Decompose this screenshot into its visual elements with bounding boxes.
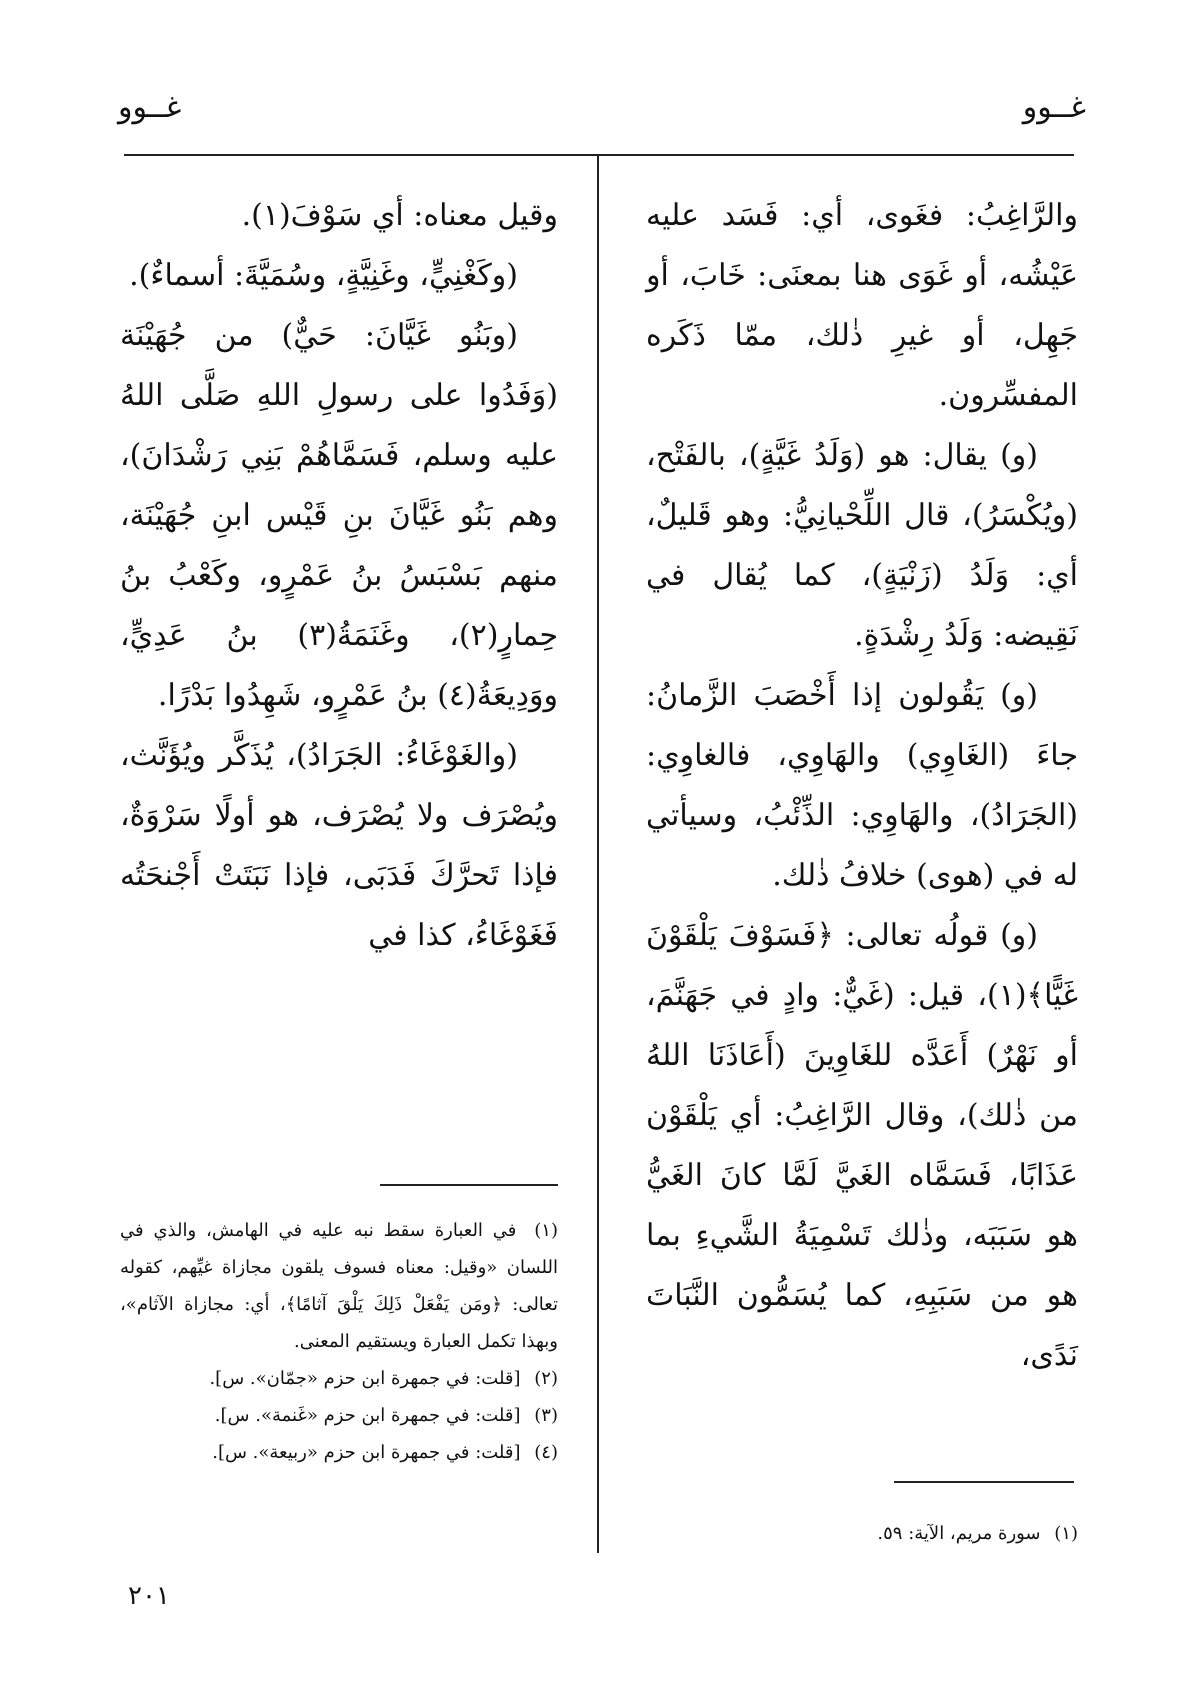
footnote-text: [قلت: في جمهرة ابن حزم «غَنمة». س]. [214, 1405, 521, 1426]
running-header-right: غــوو [1022, 90, 1086, 125]
footnote-number: (١) [534, 1220, 558, 1241]
footnote-text: [قلت: في جمهرة ابن حزم «ربيعة». س]. [212, 1442, 521, 1463]
right-column-text [646, 186, 1078, 1386]
page-number: ٢٠١ [128, 1581, 170, 1611]
footnote [120, 1397, 558, 1434]
right-paragraph-4: (و) قولُه تعالى: ﴿فَسَوْفَ يَلْقَوْنَ غَيًّا﴾(١)، قيل: (غَيٌّ: وادٍ في جَهَنَّمَ، أو نَهْرٌ) أَعَدَّه للغَاوِينَ (أَعَاذَنَا اللهُ من ذٰلك)، وقال الرَّاغِبُ: أي يَلْقَوْن عَذَابًا، فَسَمَّاه الغَيَّ لَمَّا كانَ الغَيُّ هو سَبَبَه، وذٰلك تَسْمِيَةُ الشَّيءِ بما هو من سَبَبِهِ، كما يُسَمُّون النَّبَاتَ نَدًى، [646, 918, 1078, 1373]
footnote-text: [قلت: في جمهرة ابن حزم «جمّان». س]. [209, 1368, 521, 1389]
footnote-number: (١) [1054, 1523, 1078, 1544]
right-paragraph-3: (و) يَقُولون إذا أَخْصَبَ الزَّمانُ: جاءَ (الغَاوِي) والهَاوِي، فالغاوِي: (الجَرَادُ)، والهَاوِي: الذِّئْبُ، وسيأتي له في (هوى) خلافُ ذٰلك. [646, 678, 1078, 893]
left-paragraph-2: (وكَغْنِيٍّ، وغَنِيَّةٍ، وسُمَيَّةَ: أسماءٌ). [129, 258, 518, 293]
right-paragraph-2: (و) يقال: هو (وَلَدُ غَيَّةٍ)، بالفَتْح، (ويُكْسَرُ)، قال اللِّحْيانِيُّ: وهو قَليلٌ، أي: وَلَدُ (زَنْيَةٍ)، كما يُقال في نَقِيضه: وَلَدُ رِشْدَةٍ. [646, 438, 1078, 653]
footnote-text: في العبارة سقط نبه عليه في الهامش، والذي في اللسان «وقيل: معناه فسوف يلقون مجازاة غيِّهم، كقوله تعالى: ﴿ومَن يَفْعَلْ ذَلِكَ يَلْقَ آثامًا﴾، أي: مجازاة الآثام»، وبهذا تكمل العبارة ويستقيم المعنى. [120, 1220, 558, 1352]
left-footnote-rule [380, 1184, 558, 1186]
footnote-text: سورة مريم، الآية: ٥٩. [877, 1523, 1041, 1544]
right-footnote-rule [894, 1481, 1074, 1483]
header-rule [124, 154, 1074, 156]
footnote-number: (٣) [534, 1405, 558, 1426]
left-column-text [120, 186, 558, 966]
running-header-left: غــوو [118, 90, 182, 125]
left-footnotes [120, 1212, 558, 1471]
footnote-number: (٤) [534, 1442, 558, 1463]
footnote [120, 1212, 558, 1360]
left-paragraph-1: وقيل معناه: أي سَوْفَ(١). [241, 198, 558, 233]
right-paragraph-1: والرَّاغِبُ: فغَوى، أي: فَسَد عليه عَيْشُه، أو غَوَى هنا بمعنَى: خَابَ، أو جَهِل، أو غيرِ ذٰلك، ممّا ذَكَره المفسِّرون. [646, 198, 1078, 413]
footnote [120, 1434, 558, 1471]
left-paragraph-4: (والغَوْغَاءُ: الجَرَادُ)، يُذَكَّر ويُؤَنَّث، ويُصْرَف ولا يُصْرَف، هو أولًا سَرْوَةٌ، فإذا تَحرَّكَ فَدَبَى، فإذا نَبَتَتْ أَجْنحَتُه فَغَوْغَاءُ، كذا في [120, 738, 558, 953]
right-footnotes [646, 1515, 1078, 1552]
column-divider [597, 156, 599, 1553]
footnote [120, 1360, 558, 1397]
footnote-number: (٢) [534, 1368, 558, 1389]
left-paragraph-3: (وبَنُو غَيَّانَ: حَيٌّ) من جُهَيْنَة (وَفَدُوا على رسولِ اللهِ صَلَّى اللهُ عليه وسلم، فَسَمَّاهُمْ بَنِي رَشْدَانَ)، وهم بَنُو غَيَّانَ بنِ قَيْس ابنِ جُهَيْنَة، منهم بَسْبَسُ بنُ عَمْرٍو، وكَعْبُ بنُ حِمارٍ(٢)، وغَنَمَةُ(٣) بنُ عَدِيٍّ، ووَدِيعَةُ(٤) بنُ عَمْرٍو، شَهِدُوا بَدْرًا. [120, 318, 558, 713]
footnote [646, 1515, 1078, 1552]
